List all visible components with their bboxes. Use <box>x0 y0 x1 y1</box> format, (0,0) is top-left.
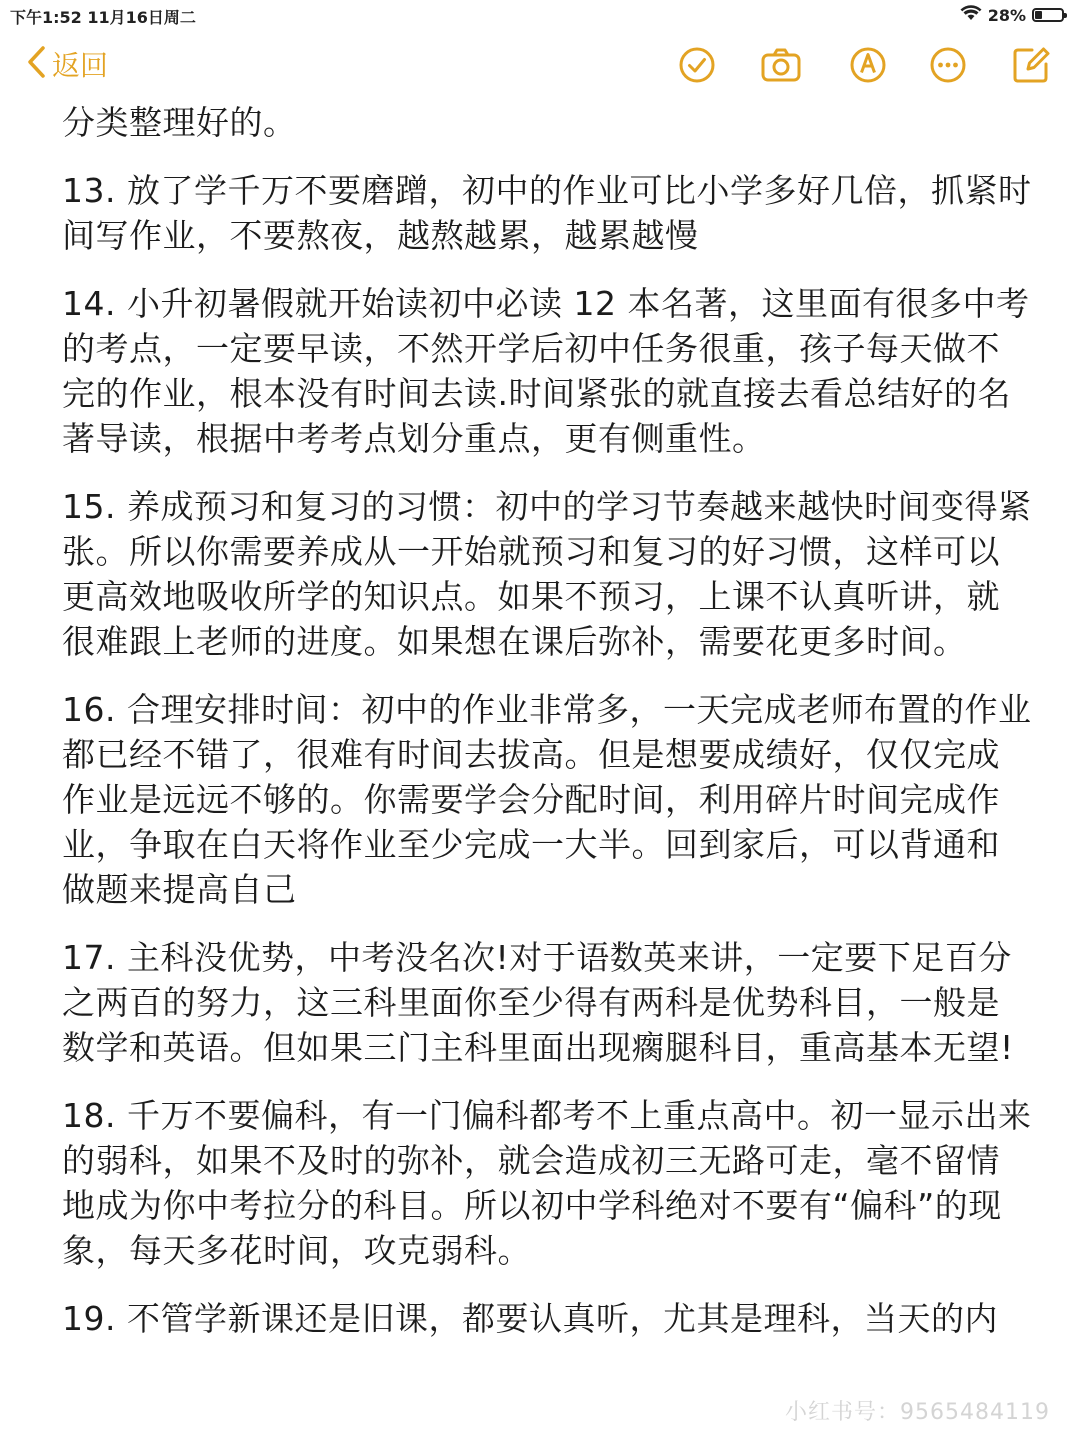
camera-icon[interactable] <box>760 44 802 86</box>
notes-toolbar <box>0 36 1080 96</box>
back-label: 返回 <box>52 49 109 82</box>
note-body[interactable] <box>62 100 1032 1341</box>
note-paragraph: 17. 主科没优势，中考没名次!对于语数英来讲，一定要下足百分之两百的努力，这三科里面你至少得有两科是优势科目，一般是数学和英语。但如果三门主科里面出现瘸腿科目，重高基本无望! <box>62 938 1014 1067</box>
markup-pen-icon[interactable] <box>847 44 889 86</box>
battery-level-fill <box>1035 11 1042 19</box>
status-time: 下午1:52 11月16日周二 <box>10 8 196 27</box>
note-paragraph: 16. 合理安排时间：初中的作业非常多，一天完成老师布置的作业都已经不错了，很难有时间去拔高。但是想要成绩好，仅仅完成作业是远远不够的。你需要学会分配时间，利用碎片时间完成作业，争取在白天将作业至少完成一大半。回到家后，可以背通和做题来提高自己 <box>62 690 1032 909</box>
note-paragraph: 14. 小升初暑假就开始读初中必读 12 本名著，这里面有很多中考的考点，一定要早读，不然开学后初中任务很重，孩子每天做不完的作业，根本没有时间去读.时间紧张的就直接去看总结好的名著导读，根据中考考点划分重点，更有侧重性。 <box>62 284 1030 458</box>
battery-percentage: 28% <box>987 5 1026 25</box>
note-paragraph: 分类整理好的。 <box>62 103 297 142</box>
note-paragraph: 13. 放了学千万不要磨蹭，初中的作业可比小学多好几倍，抓紧时间写作业，不要熬夜，越熬越累，越累越慢 <box>62 171 1032 255</box>
checkmark-circle-icon[interactable] <box>676 44 718 86</box>
wifi-icon <box>960 5 982 25</box>
note-paragraph: 15. 养成预习和复习的习惯：初中的学习节奏越来越快时间变得紧张。所以你需要养成从一开始就预习和复习的好习惯，这样可以更高效地吸收所学的知识点。如果不预习，上课不认真听讲，就很难跟上老师的进度。如果想在课后弥补，需要花更多时间。 <box>62 487 1032 661</box>
watermark: 小红书号：9565484119 <box>785 1400 1050 1425</box>
status-bar <box>0 0 1080 32</box>
status-indicators <box>960 4 1064 26</box>
note-paragraph: 19. 不管学新课还是旧课，都要认真听，尤其是理科，当天的内 <box>62 1299 998 1338</box>
compose-icon[interactable] <box>1010 44 1052 86</box>
chevron-left-icon <box>26 45 48 83</box>
back-button[interactable] <box>26 42 108 86</box>
note-paragraph: 18. 千万不要偏科，有一门偏科都考不上重点高中。初一显示出来的弱科，如果不及时的弥补，就会造成初三无路可走，毫不留情地成为你中考拉分的科目。所以初中学科绝对不要有“偏科”的现象，每天多花时间，攻克弱科。 <box>62 1096 1032 1270</box>
more-ellipsis-icon[interactable] <box>927 44 969 86</box>
battery-icon <box>1032 8 1064 22</box>
